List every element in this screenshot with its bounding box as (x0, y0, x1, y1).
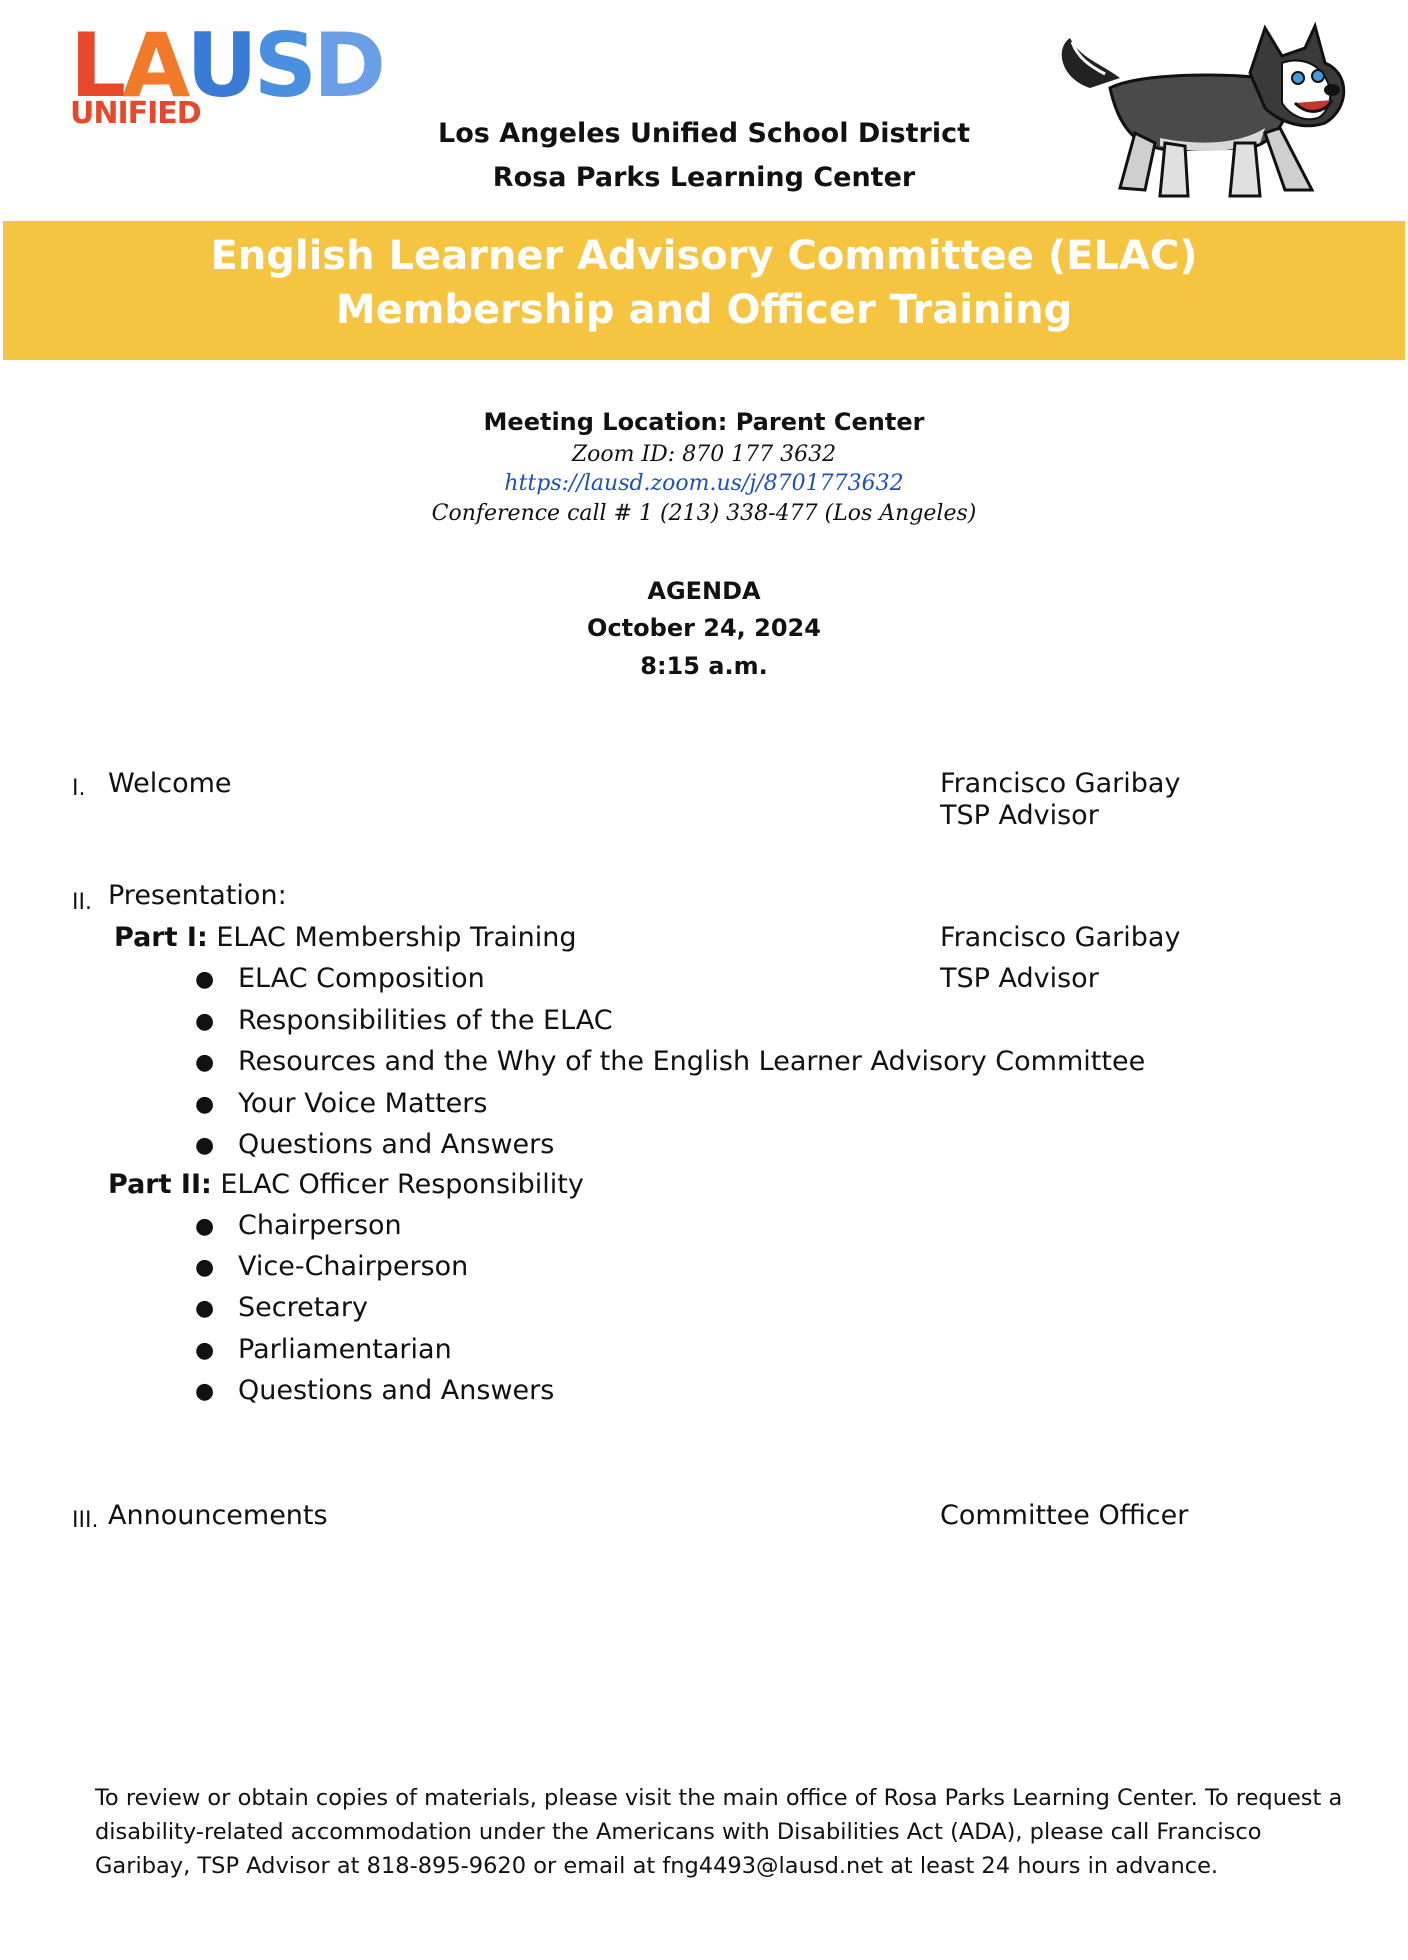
item-1-presenter: Francisco Garibay (940, 768, 1181, 799)
logo-letter-u: U (186, 14, 254, 117)
zoom-link[interactable]: https://lausd.zoom.us/j/8701773632 (504, 471, 904, 496)
item-1-label: Welcome (108, 768, 232, 799)
school-name: Rosa Parks Learning Center (492, 162, 916, 193)
part-2-heading (108, 1169, 584, 1200)
lausd-logo (70, 14, 390, 132)
item-1-number: I. (72, 776, 86, 801)
bullet-text: Your Voice Matters (238, 1087, 488, 1119)
logo-letter-d: D (313, 14, 383, 117)
agenda-time: 8:15 a.m. (640, 652, 768, 680)
husky-mascot-icon (1050, 18, 1360, 208)
agenda-title: AGENDA (647, 577, 761, 605)
logo-letter-l: L (70, 14, 123, 117)
part-2-label: ELAC Officer Responsibility (220, 1169, 584, 1200)
item-3-label: Announcements (108, 1500, 328, 1531)
item-2-number: II. (72, 890, 92, 915)
zoom-id: Zoom ID: 870 177 3632 (571, 442, 837, 467)
bullet-text: ELAC Composition (238, 963, 485, 994)
district-name: Los Angeles Unified School District (437, 118, 971, 149)
bullet-text: Vice-Chairperson (238, 1251, 469, 1283)
item-3-presenter: Committee Officer (940, 1500, 1189, 1531)
item-3-number: III. (72, 1508, 99, 1533)
logo-subtitle: UNIFIED (70, 96, 201, 131)
title-banner (3, 221, 1405, 360)
bullet-text: Questions and Answers (238, 1129, 555, 1160)
item-1-role: TSP Advisor (940, 800, 1099, 831)
bullet-text: Resources and the Why of the English Learner Advisory Committee (238, 1046, 1146, 1077)
part-1-role: TSP Advisor (940, 963, 1099, 994)
agenda-date: October 24, 2024 (587, 614, 821, 642)
meeting-location: Meeting Location: Parent Center (483, 408, 925, 436)
bullet-text: Secretary (238, 1292, 368, 1324)
part-2-prefix: Part II: (108, 1169, 212, 1200)
part-1-presenter: Francisco Garibay (940, 922, 1181, 953)
banner-title-line2: Membership and Officer Training (335, 287, 1073, 333)
part-1-heading (114, 922, 577, 953)
part-1-label: ELAC Membership Training (216, 922, 577, 953)
logo-letter-s: S (253, 14, 314, 117)
bullet-text: Questions and Answers (238, 1374, 555, 1406)
logo-letter-a: A (122, 14, 187, 117)
bullet-text: Parliamentarian (238, 1333, 452, 1365)
part-1-prefix: Part I: (114, 922, 208, 953)
footer-notice: To review or obtain copies of materials, please visit the main office of Rosa Parks Learning Center. To request a disability-related accommodation under the Americans with Disabilities Act (ADA), please call Francisco Garibay, TSP Advisor at 818-895-9620 or email at fng4493@lausd.net at least 24 hours in advance. (95, 1785, 1343, 1879)
banner-title-line1: English Learner Advisory Committee (ELAC) (210, 233, 1198, 279)
bullet-text: Chairperson (238, 1210, 402, 1241)
bullet-text: Responsibilities of the ELAC (238, 1004, 613, 1036)
item-2-label: Presentation: (108, 880, 287, 911)
conference-call: Conference call # 1 (213) 338-477 (Los Angeles) (431, 501, 977, 526)
